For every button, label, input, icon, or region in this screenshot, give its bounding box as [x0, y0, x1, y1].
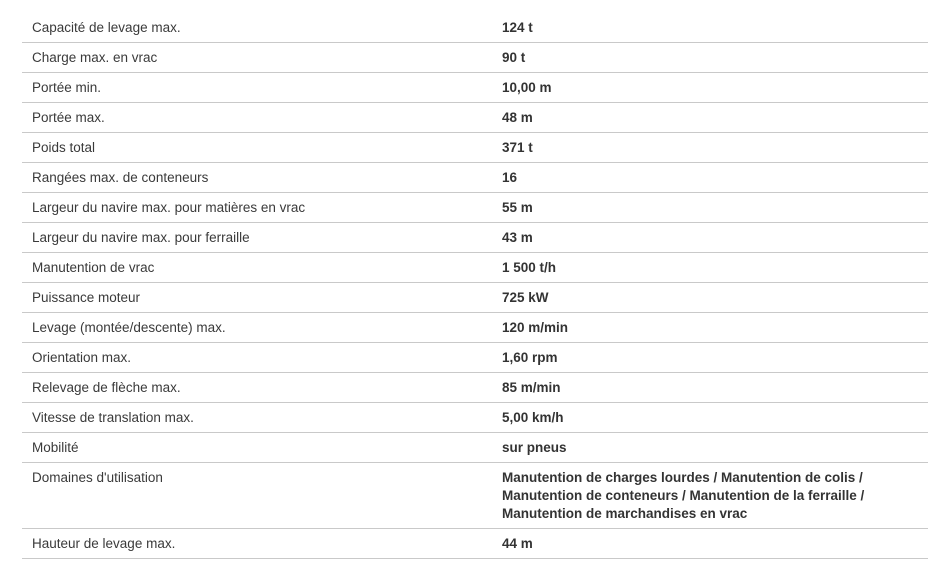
spec-value: 16 [502, 163, 928, 193]
spec-label: Levage (montée/descente) max. [22, 313, 502, 343]
spec-value-line: Manutention de marchandises en vrac [502, 506, 748, 521]
spec-label: Hauteur de levage max. [22, 529, 502, 559]
spec-value: 85 m/min [502, 373, 928, 403]
spec-label: Capacité de levage max. [22, 13, 502, 43]
spec-label: Portée min. [22, 73, 502, 103]
spec-label: Domaines d'utilisation [22, 463, 502, 529]
spec-value: 55 m [502, 193, 928, 223]
spec-value: 1,60 rpm [502, 343, 928, 373]
table-row [22, 463, 928, 529]
table-row [22, 133, 928, 163]
table-row [22, 529, 928, 559]
spec-label: Relevage de flèche max. [22, 373, 502, 403]
spec-label: Largeur du navire max. pour matières en vrac [22, 193, 502, 223]
spec-label: Vitesse de translation max. [22, 403, 502, 433]
spec-value: 725 kW [502, 283, 928, 313]
spec-value: 90 t [502, 43, 928, 73]
spec-value: 1 500 t/h [502, 253, 928, 283]
specifications-table [22, 13, 928, 559]
table-row [22, 253, 928, 283]
spec-value: 44 m [502, 529, 928, 559]
table-row [22, 43, 928, 73]
table-row [22, 163, 928, 193]
spec-label: Charge max. en vrac [22, 43, 502, 73]
spec-value: sur pneus [502, 433, 928, 463]
table-row [22, 283, 928, 313]
spec-label: Rangées max. de conteneurs [22, 163, 502, 193]
table-row [22, 73, 928, 103]
spec-value: 10,00 m [502, 73, 928, 103]
spec-value-line: Manutention de charges lourdes / Manutention de colis / [502, 470, 863, 485]
table-row [22, 433, 928, 463]
spec-value: 371 t [502, 133, 928, 163]
spec-label: Puissance moteur [22, 283, 502, 313]
table-row [22, 403, 928, 433]
spec-value: 124 t [502, 13, 928, 43]
spec-value: 43 m [502, 223, 928, 253]
table-row [22, 223, 928, 253]
table-row [22, 343, 928, 373]
spec-label: Poids total [22, 133, 502, 163]
spec-value: 48 m [502, 103, 928, 133]
spec-label: Portée max. [22, 103, 502, 133]
table-row [22, 13, 928, 43]
spec-value: 120 m/min [502, 313, 928, 343]
spec-label: Orientation max. [22, 343, 502, 373]
table-row [22, 103, 928, 133]
spec-label: Manutention de vrac [22, 253, 502, 283]
table-row [22, 313, 928, 343]
spec-label: Largeur du navire max. pour ferraille [22, 223, 502, 253]
table-row [22, 373, 928, 403]
spec-value-multiline [502, 463, 928, 529]
spec-value: 5,00 km/h [502, 403, 928, 433]
table-row [22, 193, 928, 223]
spec-label: Mobilité [22, 433, 502, 463]
spec-value-line: Manutention de conteneurs / Manutention de la ferraille / [502, 488, 865, 503]
